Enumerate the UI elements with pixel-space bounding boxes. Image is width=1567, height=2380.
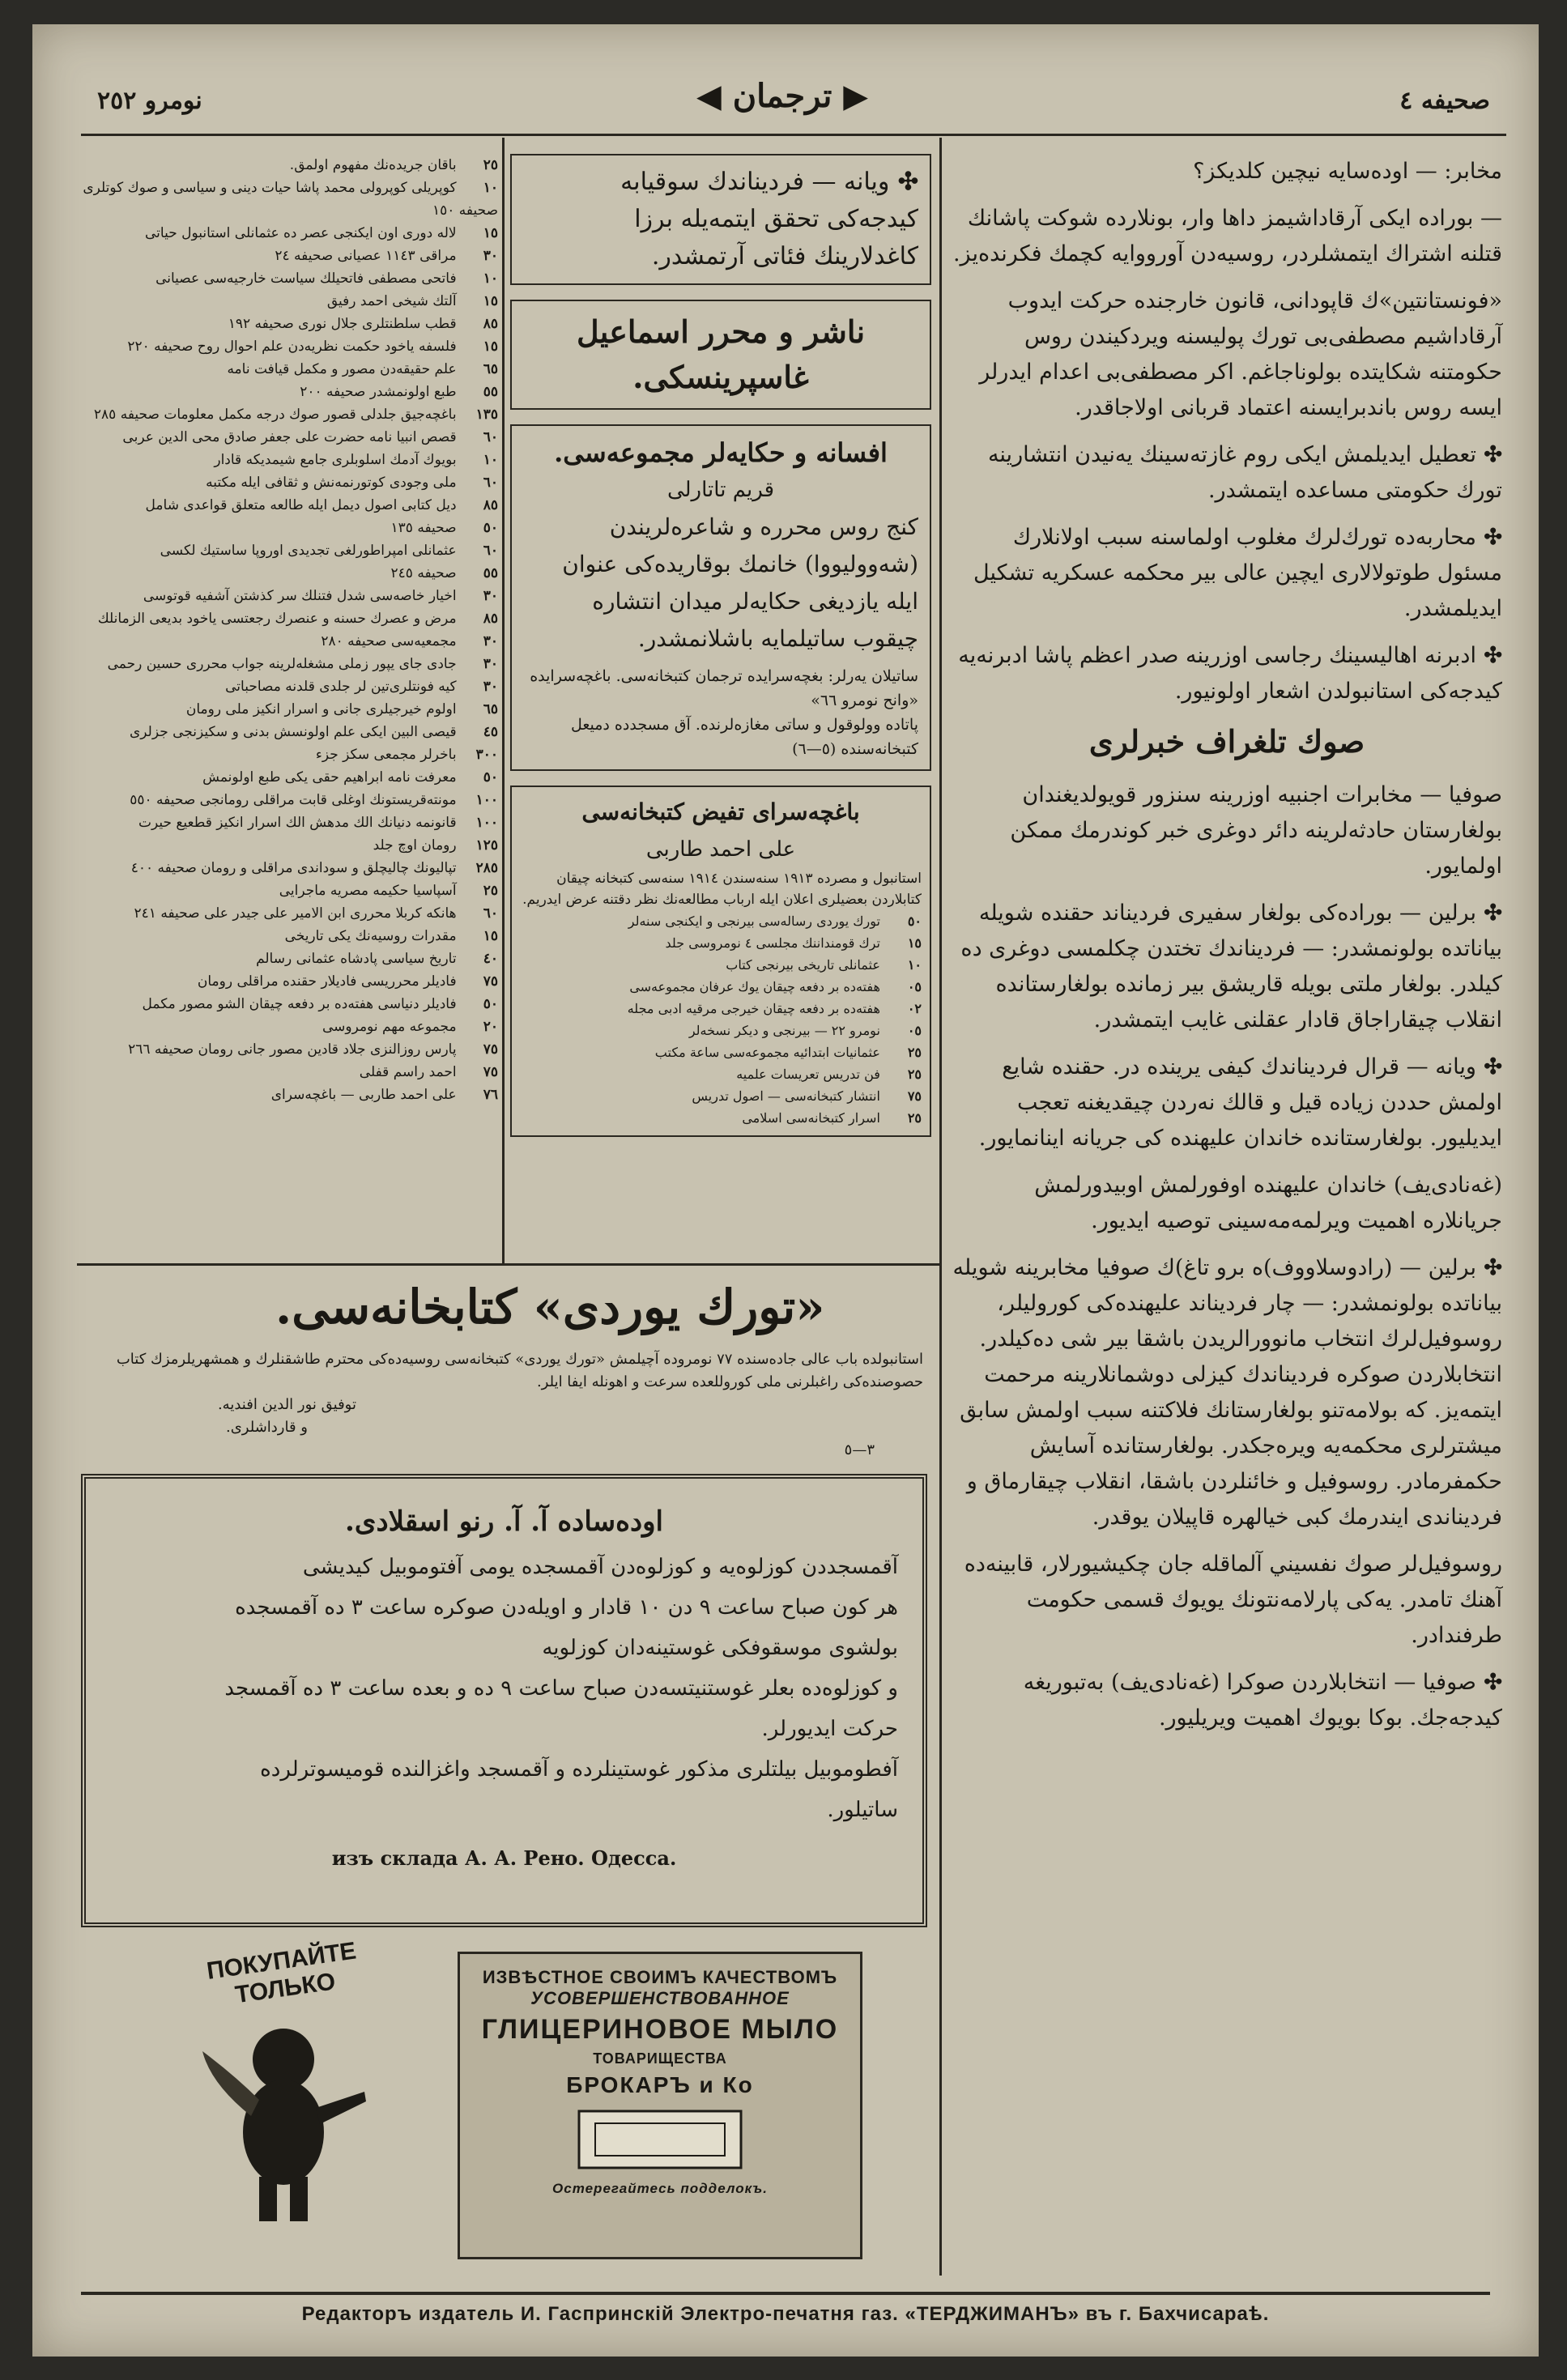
- book-list-row: [77, 653, 498, 675]
- bullet-icon: ✣: [1475, 1054, 1502, 1079]
- book-list-row: [77, 789, 498, 811]
- item-price: ٧٥: [483, 1041, 498, 1058]
- book-list-row: [77, 1084, 498, 1106]
- newspaper-page: [32, 24, 1539, 2357]
- column-divider-mid: [502, 138, 505, 1263]
- item-price: ٥٠: [483, 769, 498, 786]
- item-text: ملى وجودى كوتورنمه‌نش و ثقافى ايله مكتبه: [206, 475, 457, 491]
- item-text: قيصى البين ايكى علم اولونسش بدنى و سكيزنجى جزلرى: [129, 724, 457, 740]
- item-text: هانكه كربلا محررى ابن الامير على جيدر على صحيفه ٢٤١: [134, 905, 457, 922]
- item-text: باغچه‌جيق جلدلى قصور صوك درجه مكمل معلومات صحيفه ٢٨٥: [93, 407, 457, 423]
- soap-line-2: УСОВЕРШЕНСТВОВАННОЕ: [530, 1988, 790, 2008]
- item-text: بويوك آدمك اسلوبلرى جامع شيمديكه قادار: [214, 452, 457, 468]
- bullet-icon: ✣: [1475, 1670, 1502, 1695]
- item-price: ٤٥: [483, 724, 498, 740]
- news-paragraph: «فونستانتين»ك قاپودانى، قانون خارجنده حركت ايدوب آرقاداشيم مصطفى‌بى تورك پوليسنه ويردكيندن روس حكومتنه شكايتده بولوناجاغم. اكر مصطفى‌بى اعدام ايدرلر ايسه روس باندبرايسنه اعتماد قربانى اولاجاقدر.: [979, 288, 1502, 420]
- telegraph-paragraph: روسوفيل‌لر صوك نفسيني آلماقله جان چكيشيورلار، قابينه‌ده آهنك تامدر. يه‌كى پارلامه‌نتونك يويوك قسمى حكومت طرفندادر.: [964, 1552, 1502, 1648]
- item-price: ٥٠: [907, 913, 922, 929]
- item-text: قطب سلطنتلرى جلال نورى صحيفه ١٩٢: [228, 316, 457, 332]
- soap-product: ГЛИЦЕРИНОВОЕ МЫЛО: [481, 2014, 839, 2045]
- item-price: ١٠٠: [475, 792, 498, 808]
- library-list-row: [520, 1063, 922, 1085]
- book-list-row: [77, 290, 498, 313]
- book-list-row: [77, 857, 498, 879]
- item-text: عثمانلى امپراطورلغى تجديدى اوروپا ساستيك لكسى: [160, 543, 457, 559]
- buy-only-slogan: ПОКУПАЙТЕ ТОЛЬКО: [205, 1937, 358, 2009]
- book-list-row: [77, 154, 498, 177]
- item-price: ٠٢: [907, 1001, 922, 1016]
- item-price: ٢٥: [907, 1067, 922, 1082]
- book-list-row: [77, 811, 498, 834]
- book-list-row: [77, 335, 498, 358]
- item-price: ٢٨٥: [475, 860, 498, 876]
- book-list-row: [77, 630, 498, 653]
- item-text: فن تدريس تعريسات علميه: [736, 1067, 880, 1082]
- book-list-row: [77, 721, 498, 743]
- story-collection-ad: [510, 424, 931, 771]
- page-header: [81, 69, 1506, 136]
- item-text: باخرلر مجمعى سكز جزء: [315, 747, 457, 763]
- item-price: ٣٠٠: [475, 747, 498, 763]
- item-text: اسرار كتبخانه‌سى اسلامى: [742, 1110, 880, 1126]
- reno-line: آقمسجددن كوزلوه‌يه و كوزلوه‌دن آقمسجده يومى آفتوموبيل كيديشى: [302, 1555, 898, 1579]
- item-price: ٣٠: [483, 679, 498, 695]
- book-list-row: [77, 834, 498, 857]
- item-text: فاديلر محرريسى فاديلار حقنده مراقلى رومان: [197, 973, 457, 990]
- item-price: ١٢٥: [475, 837, 498, 854]
- item-price: ٥٥: [483, 565, 498, 581]
- book-list-row: [77, 358, 498, 381]
- item-price: ٣٠: [483, 248, 498, 264]
- telegraph-paragraph: (غه‌نادى‌يف) خاندان عليهنده اوفورلمش اوبيدورلمش جريانلاره اهميت ويرلمه‌مه‌سينى توصيه ايديور.: [1034, 1173, 1502, 1233]
- right-column: [952, 154, 1502, 2284]
- book-list: [77, 154, 498, 1106]
- item-price: ٥٠: [483, 996, 498, 1012]
- item-text: فلسفه ياخود حكمت نظريه‌دن علم احوال روح صحيفه ٢٢٠: [127, 338, 457, 355]
- bullet-icon: ✣: [1475, 442, 1502, 467]
- item-text: مجموعه مهم نومروسى: [321, 1019, 457, 1035]
- item-price: ٢٥: [483, 883, 498, 899]
- library-list-row: [520, 998, 922, 1020]
- item-text: انتشار كتبخانه‌سى — اصول تدريس: [692, 1088, 880, 1104]
- bullet-icon: ✣: [889, 168, 918, 196]
- book-list-row: [77, 177, 498, 222]
- item-text: باقان جريده‌نك مفهوم اولمق.: [289, 157, 457, 173]
- turk-yurdu-body: [81, 1348, 923, 1462]
- reno-line: هر كون صباح ساعت ٩ دن ١٠ قادار و اويله‌دن صوكره ساعت ٣ ده آقمسجده: [235, 1595, 898, 1620]
- item-text: جادى جاى يپور زملى مشغله‌لرينه جواب محررى حسين رحمى: [107, 656, 457, 672]
- item-text: ترك قومنداننك مجلسى ٤ نومروسى جلد: [665, 935, 880, 951]
- bullet-icon: ✣: [1475, 1255, 1502, 1280]
- item-price: ١٥: [483, 225, 498, 241]
- soap-ad-side: [194, 1937, 373, 2215]
- bullet-icon: ✣: [1475, 525, 1502, 550]
- reno-footer: изъ склада А. А. Рено. Одесса.: [331, 1846, 677, 1870]
- book-list-row: [77, 494, 498, 517]
- item-price: ١٥: [483, 338, 498, 355]
- book-list-row: [77, 993, 498, 1015]
- ornament-left-icon: ◀: [696, 77, 722, 115]
- book-list-row: [77, 698, 498, 721]
- cherub-illustration-icon: [194, 2003, 373, 2229]
- turk-yurdu-sign-2: و قارداشلرى.: [226, 1419, 308, 1436]
- item-text: مجمعيه‌سى صحيفه ٢٨٠: [321, 633, 457, 649]
- book-list-row: [77, 313, 498, 335]
- telegraph-paragraph: ✣ برلين — (رادوسلاووف)ه برو تاغ)ك صوفيا مخابرينه شويله بياناتده بولونمشدر: — چار فرديناند عليهنده‌كى كوروليلر، روسوفيل‌لرك انتخاب مانوورالريدن باشقا بير شى ده‌كيلدر. انتخابلاردن صوكره فرديناندك كيزلى دوشمانلارينه مرحمت ايتمه‌يز. كه بولامه‌تنو بولغارستانك فلاكتنه سبب اولمش سابق ميشترلرى محكمه‌يه ويره‌جكدر. بولغارستانده آسايش حكمفرمادر. روسوفيل و خائنلردن باشقا، انقلاب چيقارماق و فرديناندى ايندرمك كبى خيالهره قاپيلان يوقدر.: [952, 1255, 1502, 1530]
- item-text: مونته‌قريستونك اوغلى قابت مراقلى رومانجى صحيفه ٥٥٠: [130, 792, 457, 808]
- item-price: ١٥: [483, 293, 498, 309]
- item-price: ٧٥: [907, 1088, 922, 1104]
- collection-sale-2: پاتاده وولوقول و ساتى مغازه‌لرنده. آق مسجدده دميعل كتبخانه‌سنده (٥—٦): [570, 716, 918, 758]
- collection-sale: ساتيلان يه‌رلر: بغچه‌سرايده ترجمان كتبخانه‌سى. باغچه‌سرايده «وانح نومرو ٦٦»: [530, 667, 918, 709]
- item-price: ٦٠: [483, 429, 498, 445]
- item-text: نومرو ٢٢ — بيرنجى و ديكر نسخه‌لر: [688, 1023, 880, 1038]
- reno-line: ساتيلور.: [827, 1798, 898, 1822]
- item-price: ٨٥: [483, 611, 498, 627]
- item-price: ٦٠: [483, 905, 498, 922]
- library-list-row: [520, 976, 922, 998]
- item-price: ٠٥: [907, 1023, 922, 1038]
- book-list-row: [77, 426, 498, 449]
- book-list-row: [77, 471, 498, 494]
- book-list-row: [77, 517, 498, 539]
- item-text: كيه فونتلرى‌تين لر جلدى قلدنه مصاحباتى: [225, 679, 457, 695]
- book-list-row: [77, 403, 498, 426]
- item-text: احمد راسم قفلى: [359, 1064, 457, 1080]
- item-price: ٢٠: [483, 1019, 498, 1035]
- section-divider: [77, 1263, 939, 1266]
- item-price: ١٥: [907, 935, 922, 951]
- item-price: ٦٠: [483, 543, 498, 559]
- book-list-row: [77, 449, 498, 471]
- news-paragraph: ✣ محاربه‌ده تورك‌لرك مغلوب اولماسنه سبب اولانلارك مسئول طوتولالارى ايچين عالى بير محكمه عسكريه تشكيل ايديلمشدر.: [973, 525, 1502, 621]
- item-text: عثمانلى تاريخى بيرنجى كتاب: [726, 957, 880, 973]
- reno-line: و كوزلوه‌ده بعلر غوستنيتسه‌دن صباح ساعت ٩ ده و بعده ساعت ٣ ده آقمسجد: [224, 1676, 898, 1701]
- item-text: تاريخ سياسى پادشاه عثمانى رسالم: [256, 951, 457, 967]
- book-list-row: [77, 381, 498, 403]
- book-list-row: [77, 743, 498, 766]
- book-list-row: [77, 267, 498, 290]
- library-ad: [510, 786, 931, 1137]
- item-price: ١٠: [907, 957, 922, 973]
- item-text: مقدرات روسيه‌نك يكى تاريخى: [284, 928, 457, 944]
- item-price: ٣٠: [483, 588, 498, 604]
- book-list-row: [77, 585, 498, 607]
- page-footer: Редакторъ издатель И. Гаспринскій Электро-печатня газ. «ТЕРДЖИМАНЪ» въ г. Бахчисараѣ.: [81, 2292, 1490, 2326]
- book-list-row: [77, 675, 498, 698]
- item-text: فاديلر دنياسى هفته‌ده بر دفعه چيقان الشو مصور مكمل: [142, 996, 457, 1012]
- library-list-row: [520, 1107, 922, 1129]
- book-list-row: [77, 766, 498, 789]
- reno-title: اوده‌ساده آ. آ. رنو اسقلادى.: [345, 1505, 663, 1538]
- item-text: ديل كتابى اصول ديمل ايله طالعه متعلق قواعدى شامل: [145, 497, 457, 513]
- library-title: باغچه‌سراى تفيض كتبخانه‌سى: [581, 798, 860, 825]
- reno-auto-ad: [81, 1474, 927, 1927]
- item-text: اخيار خاصه‌سى شدل فتنلك سر كذشتن آشفيه قوتوسى: [143, 588, 457, 604]
- item-price: ٠٥: [907, 979, 922, 994]
- soap-bar-icon: [571, 2103, 749, 2176]
- item-price: ٦٥: [483, 361, 498, 377]
- page-number: صحيفه ٤: [1399, 87, 1490, 115]
- item-text: طبع اولونمشدر صحيفه ٢٠٠: [300, 384, 457, 400]
- bullet-icon: ✣: [1475, 900, 1502, 926]
- item-price: ٢٥: [907, 1110, 922, 1126]
- library-list-row: [520, 1085, 922, 1107]
- vienna-news-box: ✣ ويانه — فرديناندك سوقيابه كيدجه‌كى تحقق ايتمه‌يله برزا كاغدلارينك فئاتى آرتمشدر.: [510, 154, 931, 285]
- item-text: پارس روزالنزى جلاد قادين مصور جانى رومان صحيفه ٢٦٦: [128, 1041, 457, 1058]
- soap-line-4: ТОВАРИЩЕСТВА: [593, 2050, 727, 2067]
- library-list-row: [520, 910, 922, 932]
- item-text: عثمانيات ابتدائيه مجموعه‌سى ساعة مكتب: [654, 1045, 880, 1060]
- glycerin-soap-ad: [458, 1952, 862, 2259]
- item-price: ٧٦: [483, 1087, 498, 1103]
- item-price: ٦٥: [483, 701, 498, 717]
- library-list-row: [520, 954, 922, 976]
- book-list-row: [77, 539, 498, 562]
- book-list-row: [77, 947, 498, 970]
- item-text: على احمد طاربى — باغچه‌سراى: [270, 1087, 457, 1103]
- middle-column: [510, 154, 931, 1263]
- item-text: لاله دورى اون ايكنجى عصر ده عثمانلى استانبول حياتى: [145, 225, 457, 241]
- item-price: ٣٠: [483, 656, 498, 672]
- left-column: [77, 154, 498, 1263]
- book-list-row: [77, 970, 498, 993]
- item-text: صحيفه ١٣٥: [390, 520, 457, 536]
- collection-author: قريم تاتارلى: [666, 478, 775, 502]
- library-intro: استانبول و مصرده ١٩١٣ سنه‌سندن ١٩١٤ سنه‌سى كتبخانه چيقان كتابلاردن بعضيلرى اعلان ايله ارباب مطالعه‌نك نظر دقتنه عرض ايدريم.: [522, 871, 922, 908]
- item-price: ١٠٠: [475, 815, 498, 831]
- item-price: ١٠: [483, 452, 498, 468]
- item-text: آلتك شيخى احمد رفيق: [326, 293, 457, 309]
- item-text: هفته‌ده بر دفعه چيقان خيرجى مرقيه ادبى مجله: [627, 1001, 880, 1016]
- item-price: ١٠: [483, 270, 498, 287]
- book-list-row: [77, 1061, 498, 1084]
- soap-company: БРОКАРЪ и Ко: [566, 2072, 754, 2097]
- book-list-row: [77, 902, 498, 925]
- library-owner: على احمد طاربى: [645, 837, 796, 862]
- book-list-row: [77, 607, 498, 630]
- book-list-row: [77, 245, 498, 267]
- item-text: آسپاسيا حكيمه مصريه ماجرايى: [279, 883, 457, 899]
- news-paragraph: — بوراده ايكى آرقاداشيمز داها وار، بونلارده شوكت پاشانك قتلنه اشتراك ايتمشلردر، روسيه‌دن آورووايه كچمك فكرنده‌يز.: [952, 206, 1502, 266]
- publisher-box: ناشر و محرر اسماعيل غاسپرينسكى.: [510, 300, 931, 410]
- telegraph-paragraph: ✣ صوفيا — انتخابلاردن صوكرا (غه‌نادى‌يف) به‌تبوريغه كيدجه‌جك. بوكا بويوك اهميت ويريليور.: [1023, 1670, 1502, 1731]
- news-paragraph: ✣ ادبرنه اهاليسينك رجاسى اوزرينه صدر اعظم پاشا ادبرنه‌يه كيدجه‌كى استانبولدن اشعار اولونيور.: [958, 643, 1502, 704]
- item-text: قانونمه دنيانك الك مدهش الك اسرار انكيز قطعيع حيرت: [138, 815, 457, 831]
- turk-yurdu-text: استانبولده باب عالى جاده‌سنده ٧٧ نومروده آچيلمش «تورك يوردى» كتبخانه‌سى روسيه‌ده‌كى محترم طاشقنلرك و همشهريلرمزك كتاب حصوصنده‌كى راغبلرنى ملى كوروللعده سرعت و اهونله ايفا ايلر.: [116, 1351, 923, 1390]
- item-text: تپاليونك چاليچلق و سوداندى مراقلى و رومان صحيفه ٤٠٠: [130, 860, 457, 876]
- item-price: ٥٠: [483, 520, 498, 536]
- item-text: رومان اوچ جلد: [373, 837, 457, 854]
- book-list-row: [77, 925, 498, 947]
- telegraph-paragraph: صوفيا — مخابرات اجنبيه اوزرينه سنزور قويولديغندان بولغارستان حادثه‌لرينه دائر دوغرى خبر كوندرمك ممكن اولمايور.: [1010, 782, 1502, 879]
- book-list-row: [77, 562, 498, 585]
- news-paragraph: ✣ تعطيل ايديلمش ايكى روم غازته‌سينك يه‌نيدن انتشارينه تورك حكومتى مساعده ايتمشدر.: [987, 442, 1502, 503]
- turk-yurdu-title: «تورك يوردى» كتابخانه‌سى.: [275, 1279, 825, 1335]
- library-list-row: [520, 1020, 922, 1041]
- library-list-row: [520, 1041, 922, 1063]
- reno-line: حركت ايديورلر.: [761, 1717, 898, 1741]
- item-price: ٢٥: [483, 157, 498, 173]
- soap-warning: Остерегайтесь подделокъ.: [552, 2181, 768, 2196]
- library-list: [520, 910, 922, 1129]
- item-price: ٨٥: [483, 497, 498, 513]
- telegraph-paragraph: ✣ ويانه — قرال فرديناندك كيفى يرينده در. حقنده شايع اولمش حددن زياده قيل و قالك نه‌ردن چيقديغنه تعجب ايديليور. بولغارستانده خاندان عليهنده كى جريانه اينانمايور.: [978, 1054, 1502, 1151]
- turk-yurdu-code: ٣—٥: [844, 1441, 875, 1458]
- turk-yurdu-sign-1: توفيق نور الدين افنديه.: [217, 1396, 356, 1413]
- telegraph-heading: صوك تلغراف خبرلرى: [1088, 723, 1365, 760]
- item-text: هفته‌ده بر دفعه چيقان يوك عرفان مجموعه‌سى: [629, 979, 880, 994]
- item-text: معرفت نامه ابراهيم حقى يكى طبع اولونمش: [202, 769, 457, 786]
- item-price: ١٥: [483, 928, 498, 944]
- book-list-row: [77, 879, 498, 902]
- bullet-icon: ✣: [1475, 643, 1502, 668]
- item-price: ٤٠: [483, 951, 498, 967]
- book-list-row: [77, 1038, 498, 1061]
- library-list-row: [520, 932, 922, 954]
- reno-line: آفطوموبيل بيلتلرى مذكور غوستينلرده و آقمسجد واغزالنده قوميسوترلرده: [260, 1757, 898, 1782]
- column-divider-right: [939, 138, 942, 2276]
- item-text: تورك يوردى رساله‌سى بيرنجى و ايكنجى سنه‌لر: [628, 913, 880, 929]
- item-text: اولوم خيرجيلرى جانى و اسرار انكيز ملى رومان: [185, 701, 457, 717]
- issue-number: نومرو ٢٥٢: [97, 87, 202, 115]
- item-price: ٥٥: [483, 384, 498, 400]
- item-text: صحيفه ٢٤٥: [390, 565, 457, 581]
- item-price: ٦٠: [483, 475, 498, 491]
- item-price: ٧٥: [483, 1064, 498, 1080]
- collection-body: كنج روس محرره و شاعره‌لريندن (شه‌ووليووا) خانمك بوقاريده‌كى عنوان ايله يازديغى حكايه‌لر ميدان انتشاره چيقوب ساتيلمايه باشلانمشدر.: [562, 513, 918, 652]
- item-text: كوپريلى كوپرولى محمد پاشا حيات دينى و سياسى و صوك كوتلرى صحيفه ١٥٠: [83, 180, 498, 219]
- book-list-row: [77, 222, 498, 245]
- paper-name: ◀ ترجمان ▶: [696, 77, 869, 115]
- book-list-row: [77, 1015, 498, 1038]
- item-price: ٣٠: [483, 633, 498, 649]
- item-price: ٧٥: [483, 973, 498, 990]
- item-text: فاتحى مصطفى فاتحيلك سياست خارجيه‌سى عصيانى: [155, 270, 457, 287]
- item-text: قصص انبيا نامه حضرت على جعفر صادق محى الدين عربى: [122, 429, 457, 445]
- item-text: علم حقيقه‌دن مصور و مكمل قيافت نامه: [227, 361, 457, 377]
- soap-line-1: ИЗВѢСТНОЕ СВОИМЪ КАЧЕСТВОМЪ: [482, 1967, 838, 1987]
- ornament-right-icon: ▶: [843, 77, 869, 115]
- item-price: ٨٥: [483, 316, 498, 332]
- collection-title: افسانه و حكايه‌لر مجموعه‌سى.: [554, 437, 888, 468]
- item-text: مرض و عصرك حسنه و عنصرك رجعتسى ياخود بديعى الزمانلك: [97, 611, 457, 627]
- item-price: ١٣٥: [475, 407, 498, 423]
- item-text: مراقى ١١٤٣ عصيانى صحيفه ٢٤: [275, 248, 457, 264]
- telegraph-paragraph: ✣ برلين — بوراده‌كى بولغار سفيرى فرديناند حقنده شويله بياناتده بولونمشدر: — فرديناندك تختدن چكلمسى دوغرى ده كيلدر. بولغار ملتى بويله قاريشق بير زمانده بولغارستانده انقلاب چيقاراجاق قادار عقلنى غايب ايتمشدر.: [960, 900, 1502, 1032]
- item-price: ١٠: [483, 180, 498, 196]
- item-price: ٢٥: [907, 1045, 922, 1060]
- reno-line: بولشوى موسقوفكى غوستينه‌دان كوزلويه: [542, 1636, 898, 1660]
- news-paragraph: مخابر: — اوده‌سايه نيچين كلديكز؟: [1193, 159, 1502, 184]
